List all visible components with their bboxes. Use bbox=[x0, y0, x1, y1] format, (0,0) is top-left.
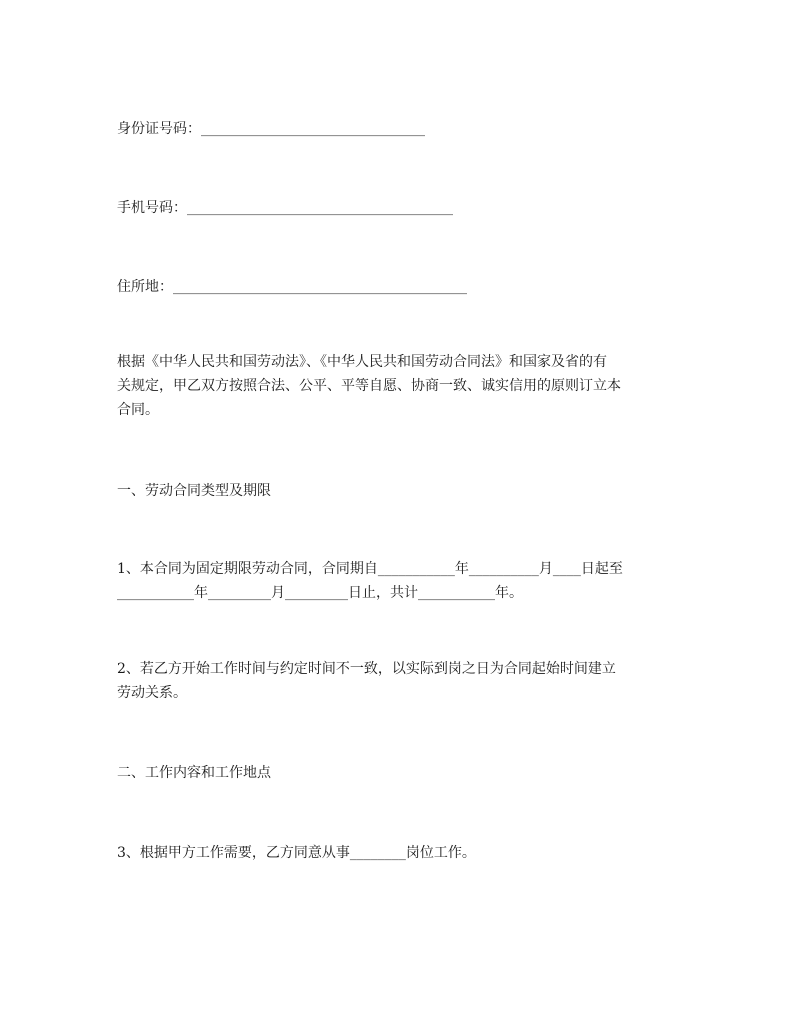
section-heading-2: 二、工作内容和工作地点 bbox=[117, 765, 271, 781]
clause-line: ___________年_________月_________日止，共计___________年。 bbox=[117, 585, 523, 601]
clause-3-paragraph: 3、根据甲方工作需要，乙方同意从事________岗位工作。 bbox=[117, 845, 476, 861]
clause-2-paragraph bbox=[117, 657, 683, 705]
preamble-line: 合同。 bbox=[117, 402, 159, 418]
section-heading-1: 一、劳动合同类型及期限 bbox=[117, 483, 271, 499]
clause-line: 2、若乙方开始工作时间与约定时间不一致，以实际到岗之日为合同起始时间建立 bbox=[117, 661, 616, 677]
clause-line: 劳动关系。 bbox=[117, 685, 187, 701]
phone-field: 手机号码：______________________________________ bbox=[117, 200, 453, 216]
preamble-paragraph bbox=[117, 350, 683, 422]
address-field: 住所地：__________________________________________ bbox=[117, 279, 467, 295]
preamble-line: 根据《中华人民共和国劳动法》、《中华人民共和国劳动合同法》和国家及省的有 bbox=[117, 354, 607, 370]
clause-line: 1、本合同为固定期限劳动合同，合同期自___________年__________月____日起至 bbox=[117, 561, 623, 577]
id-number-field: 身份证号码：________________________________ bbox=[117, 121, 425, 137]
clause-1-paragraph bbox=[117, 557, 683, 605]
preamble-line: 关规定，甲乙双方按照合法、公平、平等自愿、协商一致、诚实信用的原则订立本 bbox=[117, 378, 621, 394]
